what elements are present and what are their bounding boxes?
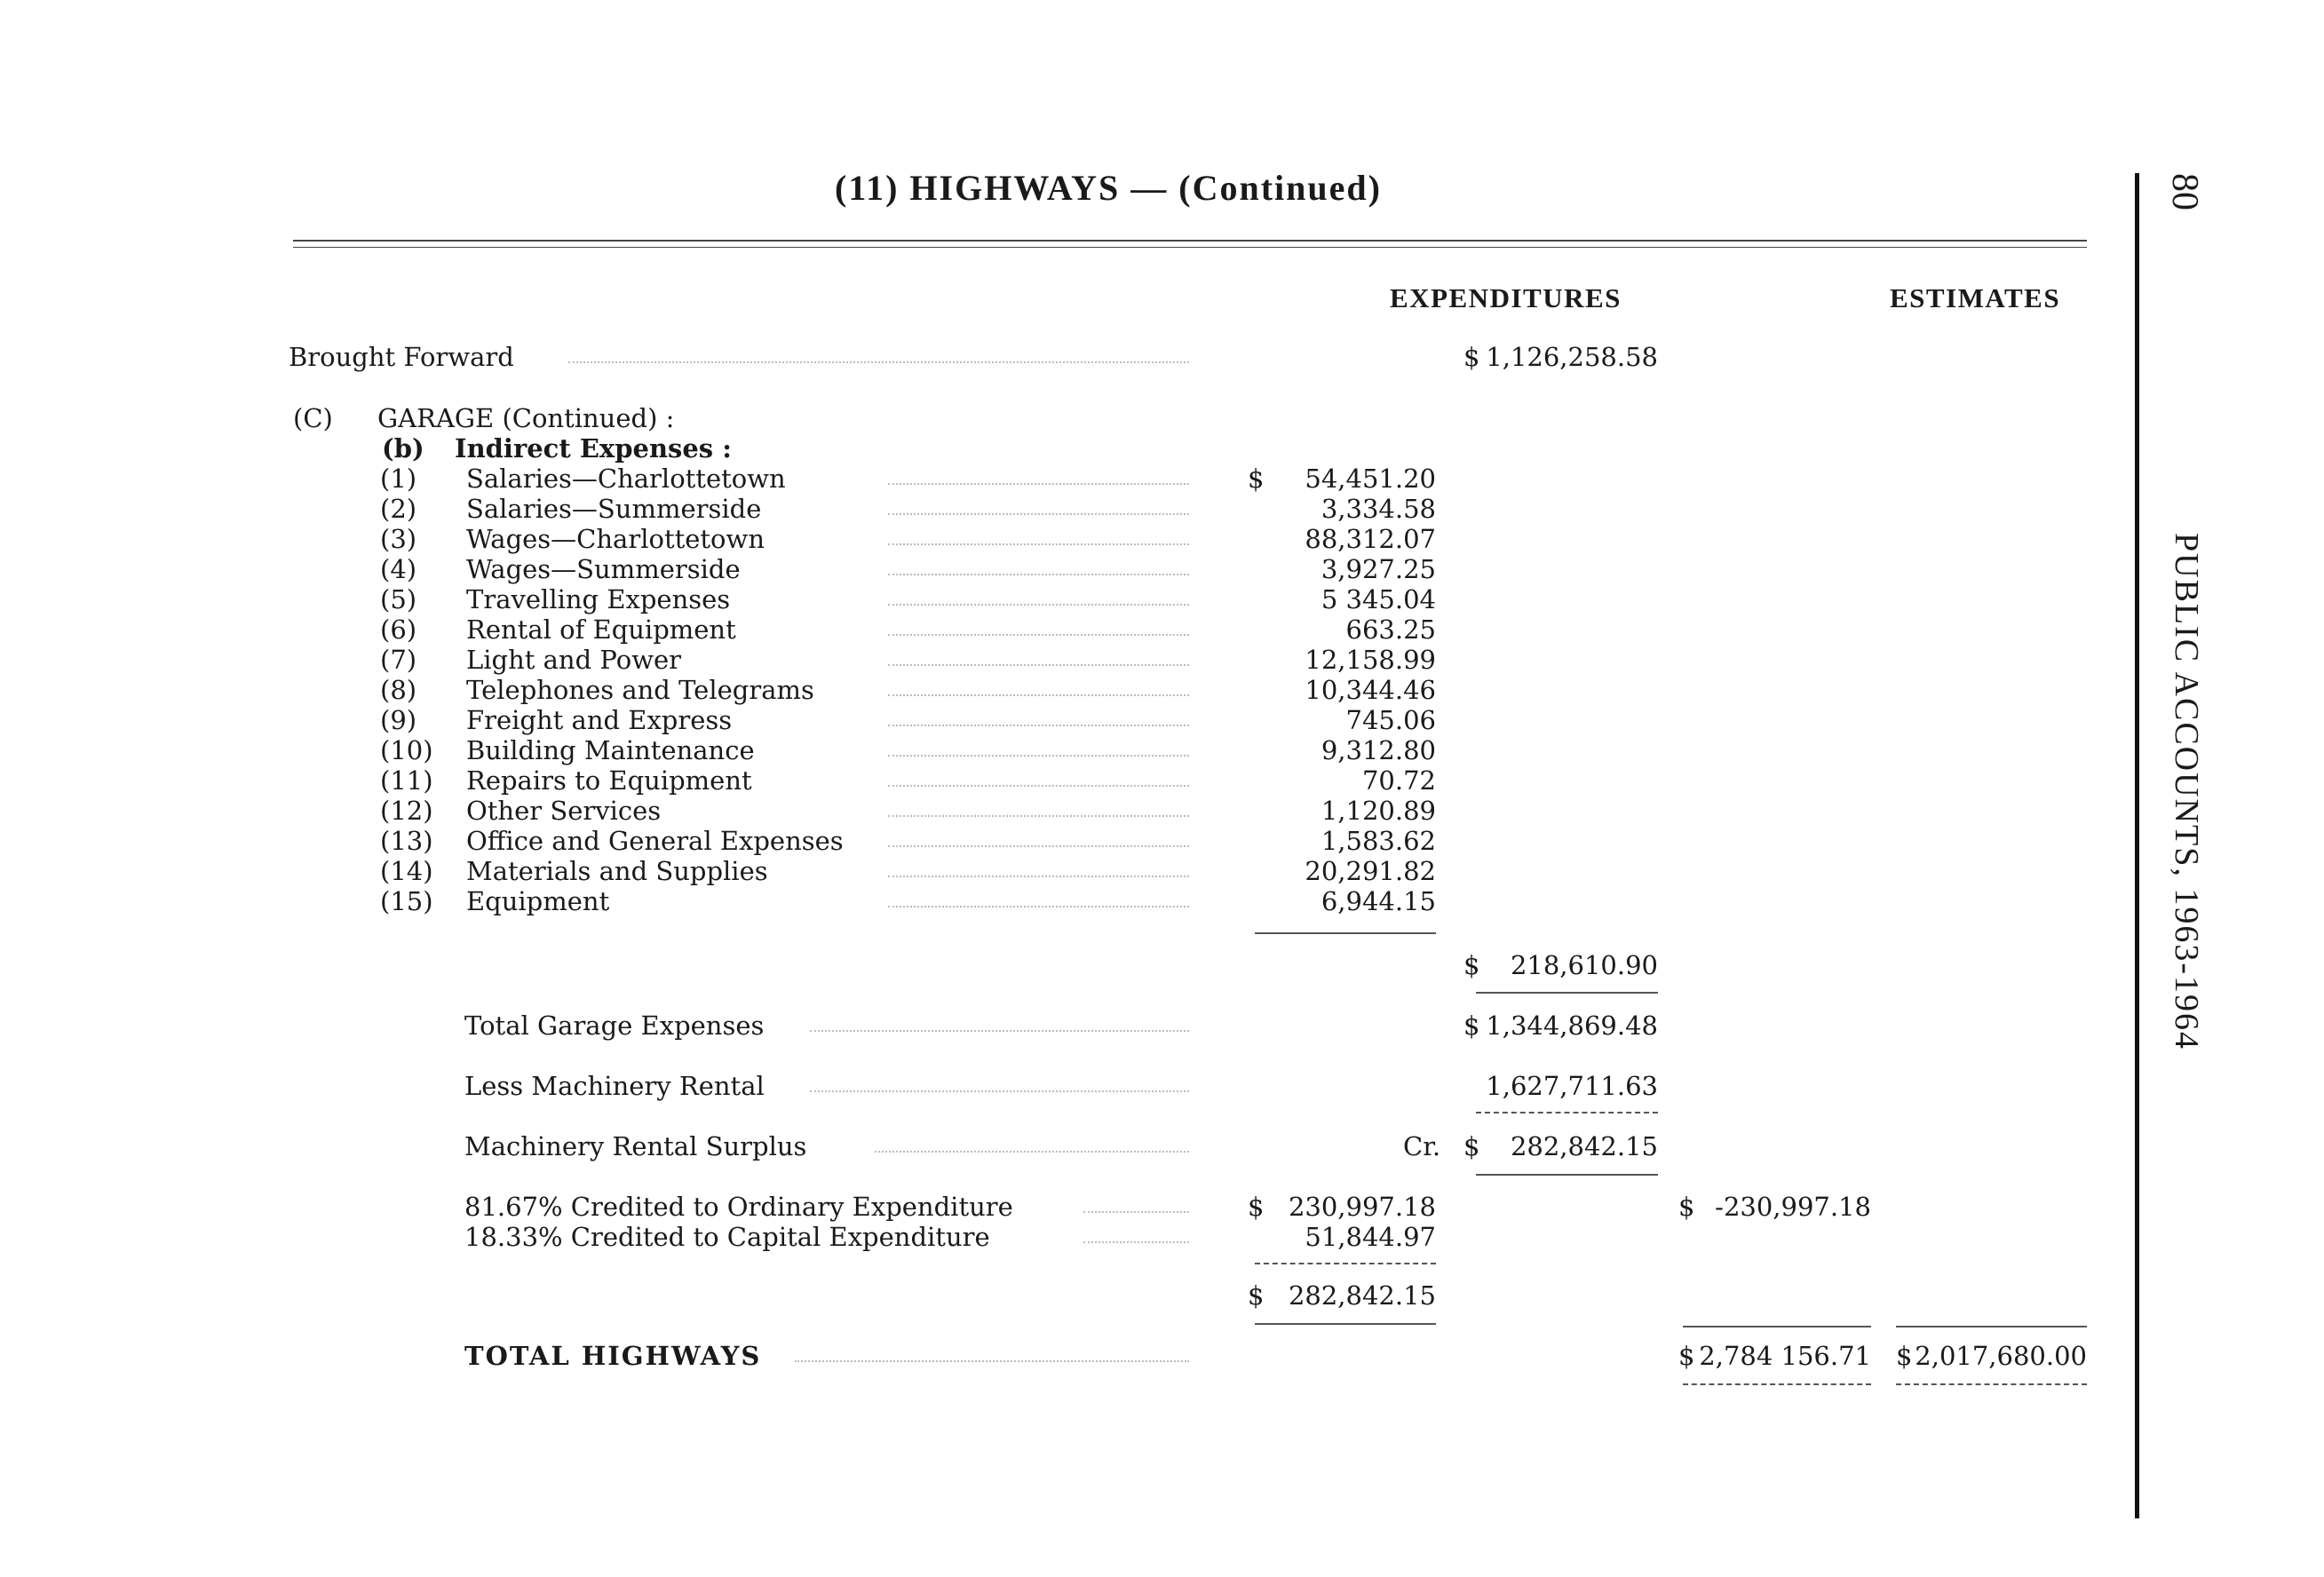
brought-forward-amount: 1,126,258.58 [1486,342,1658,372]
currency-sign: $ [1896,1341,1913,1371]
leader-dots [795,1341,1189,1362]
leader-dots [875,1131,1189,1153]
item-number: (15) [380,886,433,916]
item-label: Travelling Expenses [466,584,731,614]
leader-dots [810,1010,1189,1032]
item-label: Equipment [466,886,610,916]
expense-item-row [0,765,2324,796]
leader-dots [888,886,1189,907]
total-rule-top-est [1896,1326,2087,1327]
credited-rule [1255,1263,1436,1264]
less-machinery-label: Less Machinery Rental [464,1071,765,1101]
item-number: (7) [380,645,417,675]
item-number: (6) [380,614,417,645]
item-amount: 70.72 [1361,765,1436,796]
total-highways-estimate: 2,017,680.00 [1915,1341,2087,1371]
subsection-code: (b) [382,433,424,464]
leader-dots [1083,1192,1189,1213]
item-number: (5) [380,584,417,614]
section-title: GARAGE (Continued) : [377,403,675,433]
total-highways-row [0,1341,2324,1371]
credited-capital-amount: 51,844.97 [1305,1222,1436,1252]
total-garage-row [0,1010,2324,1041]
item-label: Freight and Express [466,705,733,735]
item-number: (13) [380,826,433,856]
leader-dots [888,554,1189,575]
item-number: (1) [380,464,417,494]
leader-dots [888,494,1189,515]
credited-ordinary-row [0,1192,2324,1222]
expense-item-row [0,524,2324,554]
item-number: (10) [380,735,433,765]
currency-sign: $ [1678,1341,1695,1371]
expense-item-row [0,735,2324,765]
item-label: Light and Power [466,645,682,675]
leader-dots [888,826,1189,847]
expense-item-row [0,675,2324,705]
leader-dots [888,464,1189,485]
leader-dots [568,342,1189,363]
expense-item-row [0,856,2324,886]
expense-item-row [0,826,2324,856]
item-label: Telephones and Telegrams [466,675,814,705]
expense-item-row [0,886,2324,916]
item-amount: 1,583.62 [1321,826,1436,856]
item-number: (8) [380,675,417,705]
less-machinery-row [0,1071,2324,1101]
currency-sign: $ [1248,1280,1265,1311]
item-amount: 6,944.15 [1321,886,1436,916]
expense-item-row [0,645,2324,675]
currency-sign: $ [1248,1192,1265,1222]
machinery-surplus-amount: 282,842.15 [1510,1131,1658,1161]
brought-forward-row [0,342,2324,372]
leader-dots [888,675,1189,696]
item-amount: 1,120.89 [1321,796,1436,826]
item-amount: 663.25 [1345,614,1436,645]
total-highways-expenditure: 2,784 156.71 [1699,1341,1871,1371]
leader-dots [888,584,1189,606]
machinery-surplus-row [0,1131,2324,1161]
credited-total-row [0,1280,2324,1311]
item-number: (2) [380,494,417,524]
expense-item-row [0,614,2324,645]
item-number: (4) [380,554,417,584]
item-number: (11) [380,765,433,796]
machinery-surplus-label: Machinery Rental Surplus [464,1131,807,1161]
indirect-total-amount: 218,610.90 [1510,950,1658,980]
item-label: Materials and Supplies [466,856,768,886]
brought-forward-label: Brought Forward [289,342,514,372]
leader-dots [888,765,1189,787]
page-number: 80 [2164,173,2205,210]
subsection-title: Indirect Expenses : [455,433,732,464]
currency-sign: $ [1678,1192,1695,1222]
credited-total-amount: 282,842.15 [1288,1280,1436,1311]
item-amount: 745.06 [1345,705,1436,735]
item-label: Building Maintenance [466,735,755,765]
subsection-heading [0,433,2324,464]
leader-dots [888,645,1189,666]
item-label: Other Services [466,796,662,826]
item-number: (9) [380,705,417,735]
item-amount: 10,344.46 [1305,675,1436,705]
page-title [835,167,1382,209]
leader-dots [1083,1222,1189,1243]
credit-prefix: Cr. [1403,1131,1441,1161]
item-amount: 88,312.07 [1305,524,1436,554]
page-title-text: (11) HIGHWAYS — (Continued) [835,168,1382,208]
item-amount: 5 345.04 [1321,584,1436,614]
total-rule-bottom-est [1896,1383,2087,1385]
credited-total-rule [1255,1323,1436,1325]
item-amount: 9,312.80 [1321,735,1436,765]
item-amount: 3,927.25 [1321,554,1436,584]
expense-item-row [0,584,2324,614]
item-amount: 3,334.58 [1321,494,1436,524]
item-number: (3) [380,524,417,554]
total-rule-top-exp [1683,1326,1871,1327]
leader-dots [888,614,1189,636]
expense-item-row [0,796,2324,826]
credited-ordinary-label: 81.67% Credited to Ordinary Expenditure [464,1192,1013,1222]
expense-item-row [0,705,2324,735]
item-label: Wages—Summerside [466,554,741,584]
credited-capital-row [0,1222,2324,1252]
less-machinery-rule [1476,1112,1658,1113]
item-label: Wages—Charlottetown [466,524,765,554]
indirect-total-row [0,950,2324,980]
expense-item-row [0,464,2324,494]
credited-ordinary-estimate: -230,997.18 [1715,1192,1871,1222]
item-label: Rental of Equipment [466,614,736,645]
leader-dots [888,735,1189,757]
leader-dots [810,1071,1189,1092]
currency-sign: $ [1463,950,1480,980]
section-code: (C) [293,403,333,433]
credited-capital-label: 18.33% Credited to Capital Expenditure [464,1222,990,1252]
item-number: (12) [380,796,433,826]
section-heading [0,403,2324,433]
credited-ordinary-amount: 230,997.18 [1288,1192,1436,1222]
currency-sign: $ [1463,1131,1480,1161]
item-amount: 20,291.82 [1305,856,1436,886]
currency-sign: $ [1463,342,1480,372]
estimates-heading: ESTIMATES [1890,282,2061,313]
item-label: Salaries—Charlottetown [466,464,786,494]
item-amount: 12,158.99 [1305,645,1436,675]
item-label: Office and General Expenses [466,826,844,856]
running-header: PUBLIC ACCOUNTS, 1963-1964 [2168,533,2205,1050]
subtotal-rule [1255,932,1436,934]
leader-dots [888,524,1189,545]
item-label: Salaries—Summerside [466,494,762,524]
currency-sign: $ [1463,1010,1480,1041]
expenditures-heading: EXPENDITURES [1390,282,1622,313]
leader-dots [888,856,1189,877]
indirect-total-rule [1476,992,1658,994]
item-number: (14) [380,856,433,886]
total-garage-label: Total Garage Expenses [464,1010,765,1041]
leader-dots [888,796,1189,817]
expense-item-row [0,494,2324,524]
item-amount: 54,451.20 [1305,464,1436,494]
total-highways-label: TOTAL HIGHWAYS [464,1341,762,1371]
title-rule-bottom [293,247,2087,248]
total-rule-bottom-exp [1683,1383,1871,1385]
less-machinery-amount: 1,627,711.63 [1486,1071,1658,1101]
total-garage-amount: 1,344,869.48 [1486,1010,1658,1041]
item-label: Repairs to Equipment [466,765,752,796]
leader-dots [888,705,1189,726]
currency-sign: $ [1248,464,1265,494]
title-rule-top [293,240,2087,242]
expense-item-row [0,554,2324,584]
machinery-surplus-rule [1476,1174,1658,1176]
